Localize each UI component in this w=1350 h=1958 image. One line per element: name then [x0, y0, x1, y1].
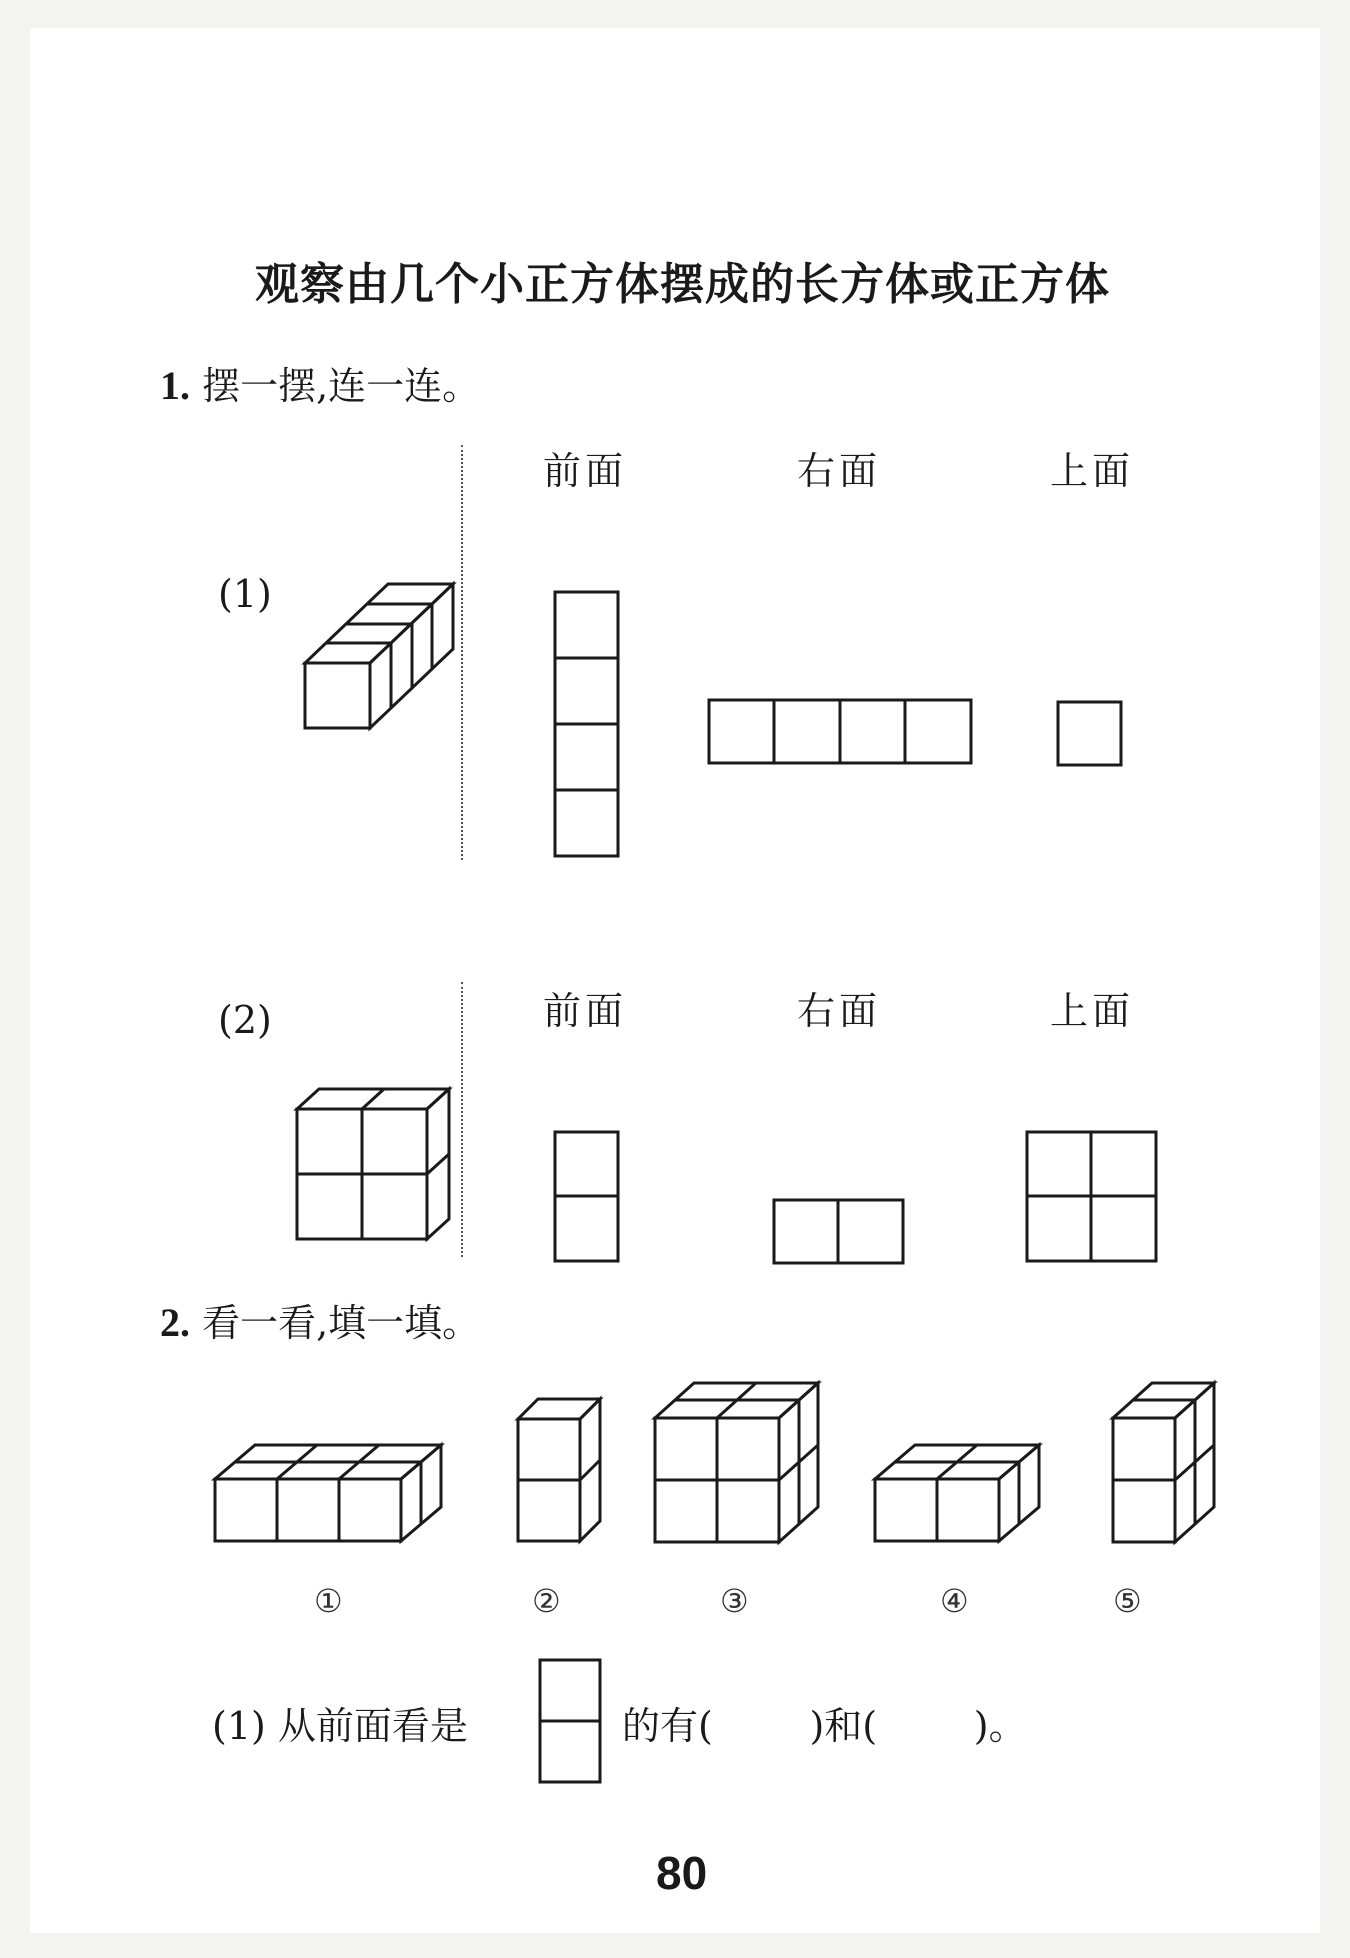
view-label-right-1: 右面 — [797, 449, 882, 493]
question-1-text: 摆一摆,连一连。 — [202, 364, 481, 408]
figure-label-3: ③ — [720, 1582, 749, 1620]
figure-5-block-1x2x2 — [1108, 1378, 1218, 1548]
figure-3-cube-2x2x2 — [650, 1378, 825, 1548]
page-title: 观察由几个小正方体摆成的长方体或正方体 — [255, 259, 1110, 310]
question-2 — [160, 1292, 480, 1347]
figure-1-block-3x2 — [210, 1440, 450, 1560]
view-label-front-2: 前面 — [543, 989, 628, 1033]
figure-label-1: ① — [314, 1582, 343, 1620]
view-label-front-1: 前面 — [543, 449, 628, 493]
question-1 — [160, 355, 480, 410]
sub-question-1-after: 的有( )和( )。 — [622, 1704, 1027, 1748]
sub-question-1 — [212, 1695, 468, 1750]
view-column-2 — [553, 1130, 623, 1265]
page-number: 80 — [656, 1847, 708, 1899]
sub-question-1-label: (1) — [212, 1704, 266, 1748]
figure-label-2: ② — [532, 1582, 561, 1620]
dotted-separator-2 — [461, 982, 463, 1257]
sub-question-1-before: 从前面看是 — [277, 1704, 468, 1748]
question-2-text: 看一看,填一填。 — [202, 1301, 481, 1345]
question-1-number: 1. — [160, 363, 190, 408]
view-square-2x2 — [1025, 1130, 1160, 1265]
view-single-square — [1056, 700, 1126, 770]
view-column-4 — [553, 590, 623, 860]
cube-row-4-deep — [300, 575, 460, 735]
dotted-separator-1 — [461, 445, 463, 860]
figure-label-5: ⑤ — [1113, 1582, 1142, 1620]
figure-2-column-2 — [513, 1395, 613, 1545]
figure-4-block-2x2 — [870, 1440, 1050, 1560]
part-2-label: (2) — [218, 998, 272, 1042]
view-label-top-2: 上面 — [1050, 989, 1135, 1033]
view-row-4 — [707, 698, 977, 768]
cube-block-2x2 — [292, 1085, 457, 1245]
front-view-column-icon — [538, 1658, 604, 1786]
question-2-number: 2. — [160, 1300, 190, 1345]
part-1-label: (1) — [218, 572, 272, 616]
view-label-right-2: 右面 — [797, 989, 882, 1033]
view-label-top-1: 上面 — [1050, 449, 1135, 493]
figure-label-4: ④ — [940, 1582, 969, 1620]
view-row-2 — [772, 1198, 907, 1268]
